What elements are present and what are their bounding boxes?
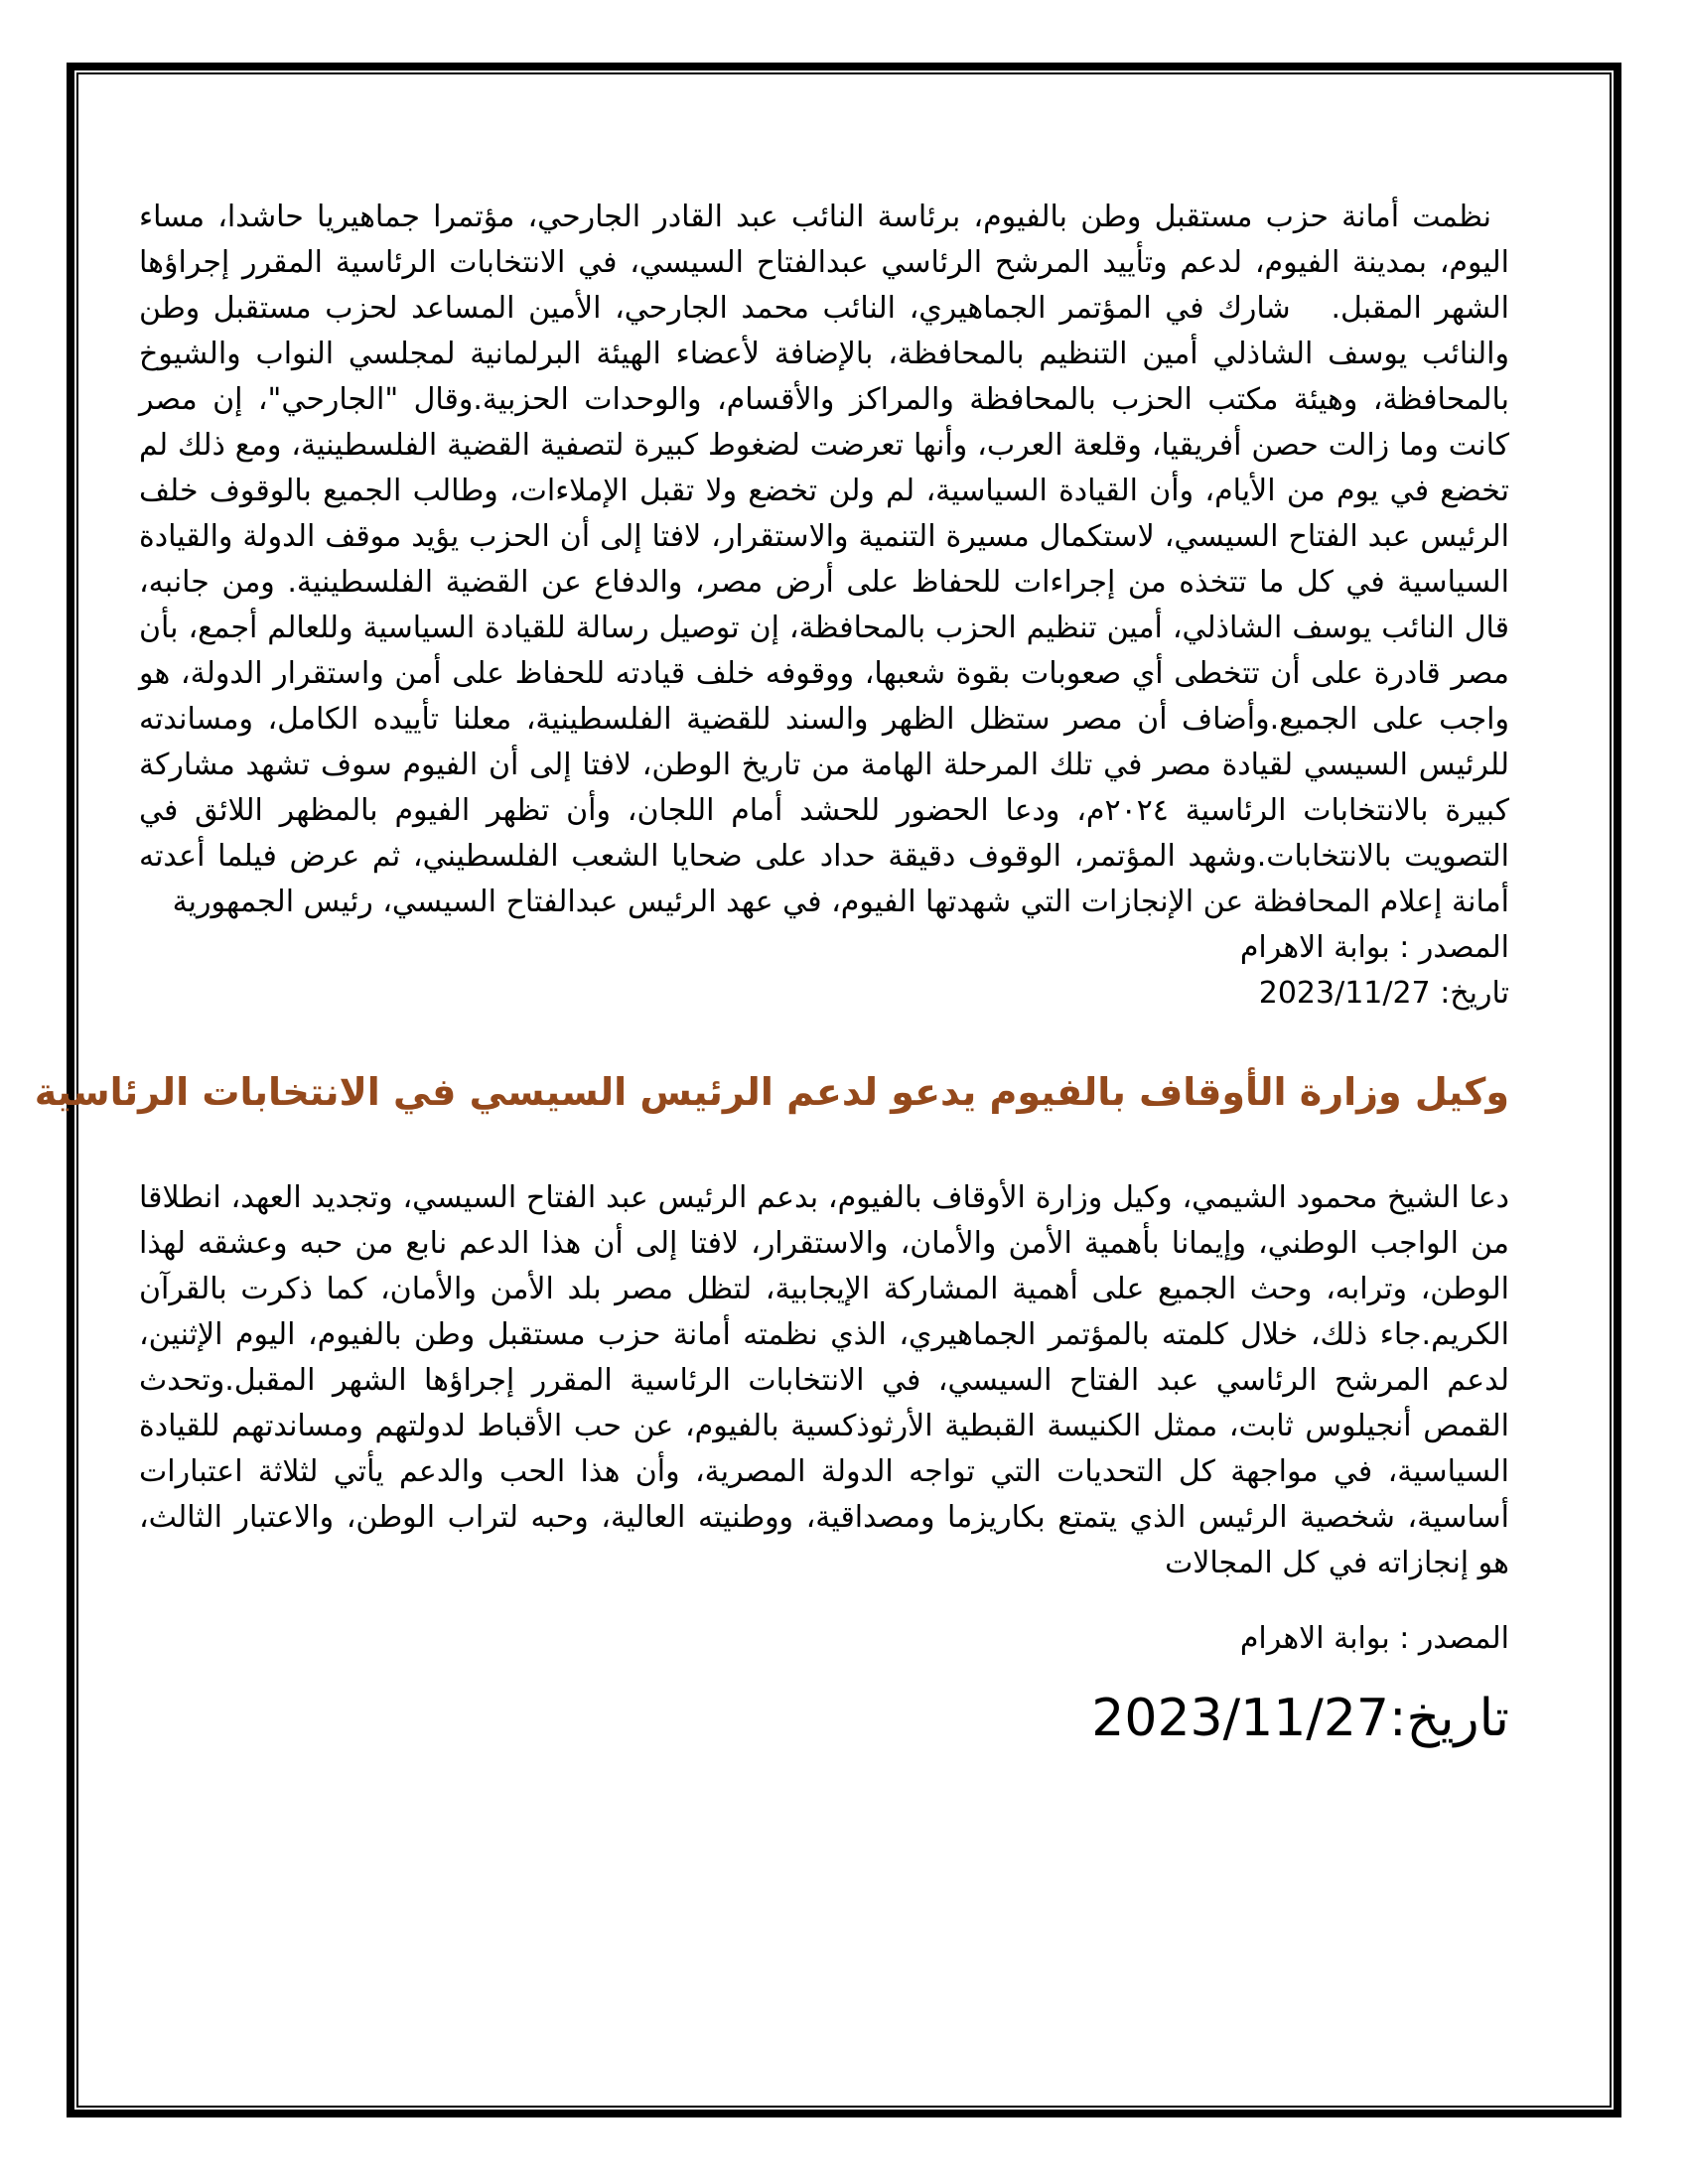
article-2-date-line: تاريخ:2023/11/27 <box>1091 1689 1509 1748</box>
page-content <box>34 195 1509 1749</box>
article-1-date-line: تاريخ: 2023/11/27 <box>1258 976 1509 1011</box>
article-first <box>139 195 1509 1017</box>
article-second <box>34 1064 1509 1749</box>
article-1-body: نظمت أمانة حزب مستقبل وطن بالفيوم، برئاسة النائب عبد القادر الجارحي، مؤتمرا جماهيريا حاشدا، مساء اليوم، بمدينة الفيوم، لدعم وتأييد المرشح الرئاسي عبدالفتاح السيسي، في الانتخابات الرئاسية المقرر إجراؤها الشهر المقبل. شارك في المؤتمر الجماهيري، النائب محمد الجارحي، الأمين المساعد لحزب مستقبل وطن والنائب يوسف الشاذلي أمين التنظيم بالمحافظة، بالإضافة لأعضاء الهيئة البرلمانية لمجلسي النواب والشيوخ بالمحافظة، وهيئة مكتب الحزب بالمحافظة والمراكز والأقسام، والوحدات الحزبية.وقال "الجارحي"، إن مصر كانت وما زالت حصن أفريقيا، وقلعة العرب، وأنها تعرضت لضغوط كبيرة لتصفية القضية الفلسطينية، ومع ذلك لم تخضع في يوم من الأيام، وأن القيادة السياسية، لم ولن تخضع ولا تقبل الإملاءات، وطالب الجميع بالوقوف خلف الرئيس عبد الفتاح السيسي، لاستكمال مسيرة التنمية والاستقرار، لافتا إلى أن الحزب يؤيد موقف الدولة والقيادة السياسية في كل ما تتخذه من إجراءات للحفاظ على أرض مصر، والدفاع عن القضية الفلسطينية. ومن جانبه، قال النائب يوسف الشاذلي، أمين تنظيم الحزب بالمحافظة، إن توصيل رسالة للقيادة السياسية وللعالم أجمع، بأن مصر قادرة على أن تتخطى أي صعوبات بقوة شعبها، ووقوفه خلف قيادته للحفاظ على أمن واستقرار الدولة، هو واجب على الجميع.وأضاف أن مصر ستظل الظهر والسند للقضية الفلسطينية، معلنا تأييده الكامل، ومساندته للرئيس السيسي لقيادة مصر في تلك المرحلة الهامة من تاريخ الوطن، لافتا إلى أن الفيوم سوف تشهد مشاركة كبيرة بالانتخابات الرئاسية ٢٠٢٤م، ودعا الحضور للحشد أمام اللجان، وأن تظهر الفيوم بالمظهر اللائق في التصويت بالانتخابات.وشهد المؤتمر، الوقوف دقيقة حداد على ضحايا الشعب الفلسطيني، ثم عرض فيلما أعدته أمانة إعلام المحافظة عن الإنجازات التي شهدتها الفيوم، في عهد الرئيس عبدالفتاح السيسي، رئيس الجمهورية <box>139 200 1509 919</box>
article-1-source-line: المصدر : بوابة الاهرام <box>1239 930 1509 965</box>
article-2-title: وكيل وزارة الأوقاف بالفيوم يدعو لدعم الرئيس السيسي في الانتخابات الرئاسية <box>34 1070 1509 1114</box>
article-2-body: دعا الشيخ محمود الشيمي، وكيل وزارة الأوقاف بالفيوم، بدعم الرئيس عبد الفتاح السيسي، وتجديد العهد، انطلاقا من الواجب الوطني، وإيمانا بأهمية الأمن والأمان، والاستقرار، لافتا إلى أن هذا الدعم نابع من حبه وعشقه لهذا الوطن، وترابه، وحث الجميع على أهمية المشاركة الإيجابية، لتظل مصر بلد الأمن والأمان، كما ذكرت بالقرآن الكريم.جاء ذلك، خلال كلمته بالمؤتمر الجماهيري، الذي نظمته أمانة حزب مستقبل وطن بالفيوم، اليوم الإثنين، لدعم المرشح الرئاسي عبد الفتاح السيسي، في الانتخابات الرئاسية المقرر إجراؤها الشهر المقبل.وتحدث القمص أنجيلوس ثابت، ممثل الكنيسة القبطية الأرثوذكسية بالفيوم، عن حب الأقباط لدولتهم ومساندتهم للقيادة السياسية، في مواجهة كل التحديات التي تواجه الدولة المصرية، وأن هذا الحب والدعم يأتي لثلاثة اعتبارات أساسية، شخصية الرئيس الذي يتمتع بكاريزما ومصداقية، ووطنيته العالية، وحبه لتراب الوطن، والاعتبار الثالث، هو إنجازاته في كل المجالات <box>139 1180 1509 1580</box>
article-2-source-line: المصدر : بوابة الاهرام <box>1239 1621 1509 1656</box>
